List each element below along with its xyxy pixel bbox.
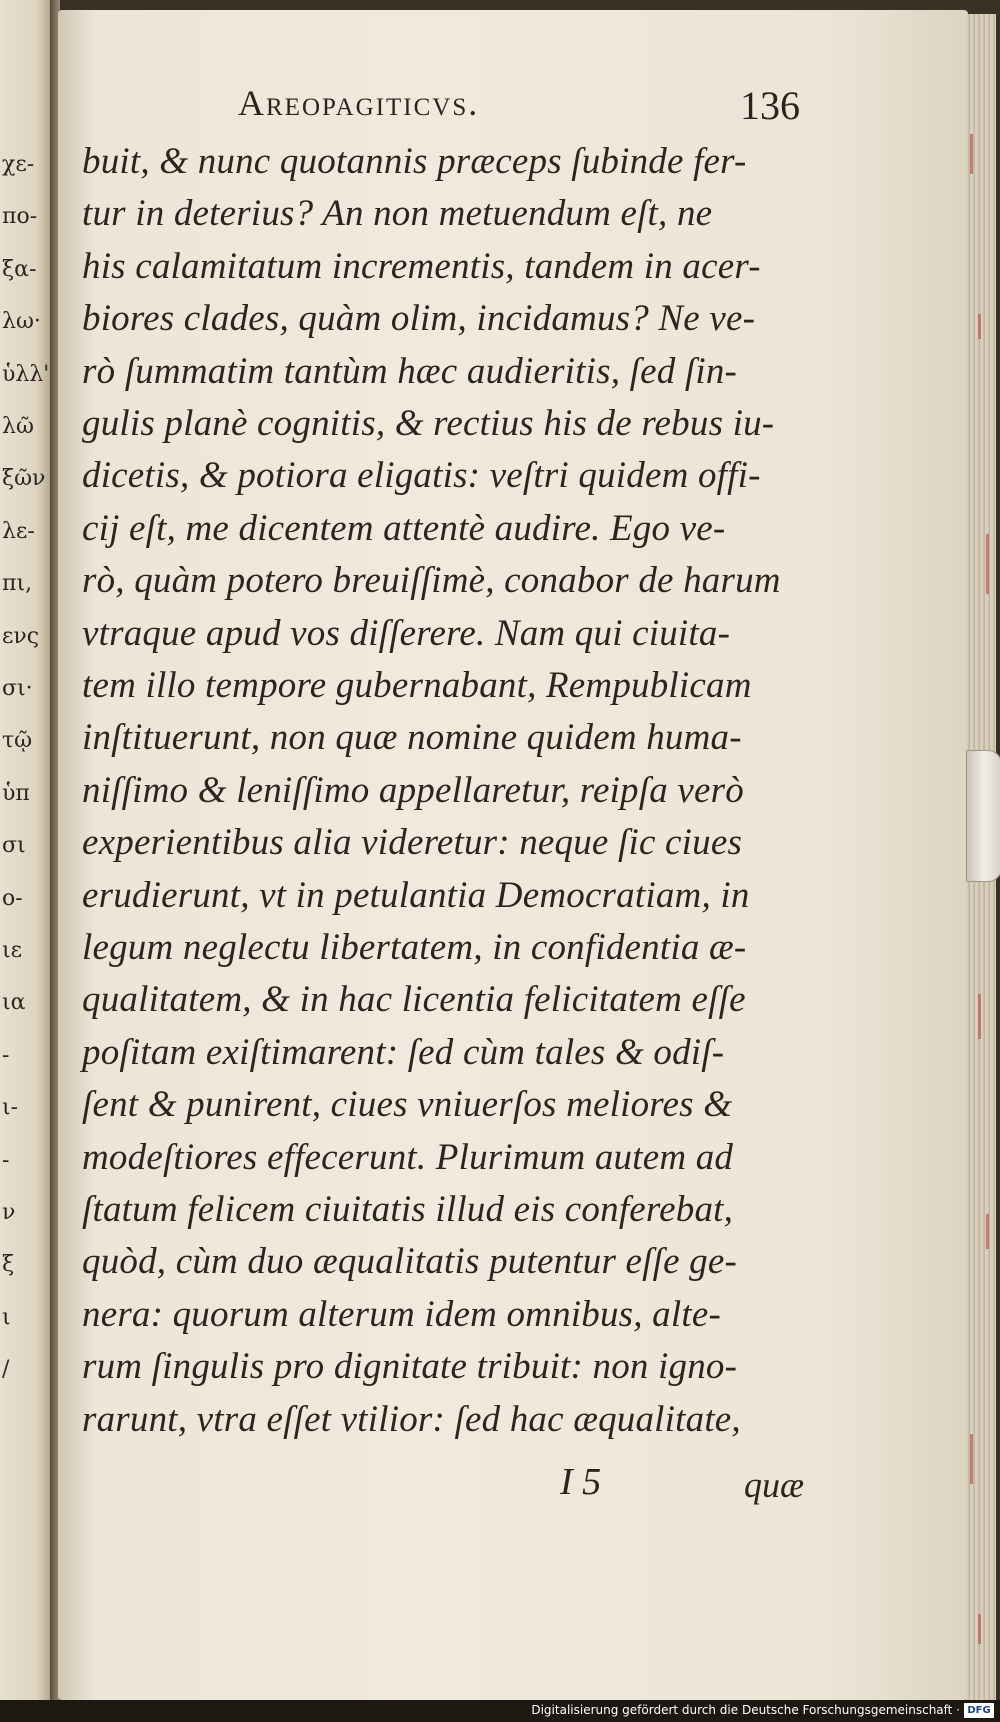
edge-stain xyxy=(970,1434,973,1484)
text-line: cij eſt, me dicentem attentè audire. Ego ve- xyxy=(82,507,726,549)
footer-credit: Digitalisierung gefördert durch die Deutsche Forschungsgemeinschaft · xyxy=(531,1703,960,1717)
text-line: nera: quorum alterum idem omnibus, alte- xyxy=(82,1293,721,1335)
facing-page-fragment: ξ xyxy=(2,1252,15,1278)
footer-bar xyxy=(0,1700,1000,1722)
facing-page-fragment: πο- xyxy=(2,204,38,230)
facing-page-edge xyxy=(0,0,52,1700)
facing-page-fragment: ὑλλ' xyxy=(2,361,50,387)
facing-page-fragment: σι· xyxy=(2,676,33,701)
facing-page-fragment: ξα- xyxy=(2,256,37,282)
text-line: niſſimo & leniſſimo appellaretur, reipſa verò xyxy=(82,769,744,811)
facing-page-fragment: ι xyxy=(2,1304,11,1330)
text-line: dicetis, & potiora eligatis: veſtri quidem offi- xyxy=(82,455,761,497)
text-line: rarunt, vtra eſſet vtilior: ſed hac æqualitate, xyxy=(82,1398,741,1440)
facing-page-fragment: ο- xyxy=(2,885,23,911)
facing-page-fragment: λε- xyxy=(2,518,35,544)
text-line: experientibus alia videretur: neque ſic ciues xyxy=(82,822,743,864)
signature-mark: I 5 xyxy=(560,1461,602,1503)
edge-stain xyxy=(978,314,981,339)
text-line: gulis planè cognitis, & rectius his de rebus iu- xyxy=(82,403,775,444)
catchword: quæ xyxy=(744,1465,805,1505)
edge-stain xyxy=(986,1214,989,1249)
text-line: rò, quàm potero breuiſſimè, conabor de harum xyxy=(82,560,781,602)
facing-page-fragment: σι xyxy=(2,833,26,859)
text-line: legum neglectu libertatem, in confidentia æ- xyxy=(82,927,747,968)
facing-page-fragment: - xyxy=(2,1042,10,1068)
facing-page-fragment: ενς xyxy=(2,623,40,649)
bookmark-tab xyxy=(966,750,1000,882)
edge-stain xyxy=(978,994,981,1039)
facing-page-fragment: τῷ xyxy=(2,728,33,754)
text-line: buit, & nunc quotannis præceps ſubinde fer- xyxy=(82,141,747,182)
facing-page-fragment: ν xyxy=(2,1200,16,1225)
facing-page-fragment: λω· xyxy=(2,309,41,335)
text-line: erudierunt, vt in petulantia Democratiam, in xyxy=(82,874,750,916)
facing-page-fragment: ιε xyxy=(2,938,23,963)
text-line: poſitam exiſtimarent: ſed cùm tales & odiſ- xyxy=(82,1031,725,1073)
facing-page-fragment: ια xyxy=(2,990,26,1016)
text-line: tem illo tempore gubernabant, Rempublicam xyxy=(82,665,752,706)
facing-page-fragment: - xyxy=(2,1147,10,1173)
facing-page-fragment: / xyxy=(2,1357,10,1383)
facing-page-fragment: χε- xyxy=(2,152,35,177)
facing-page-fragment: λῶ xyxy=(2,414,34,439)
text-line: his calamitatum incrementis, tandem in acer- xyxy=(82,245,761,287)
text-line: inſtituerunt, non quæ nomine quidem huma- xyxy=(82,717,742,759)
facing-page-fragment: ξῶν xyxy=(2,466,46,492)
edge-stain xyxy=(970,134,973,174)
page-number: 136 xyxy=(740,83,800,128)
text-line: rum ſingulis pro dignitate tribuit: non igno- xyxy=(82,1346,738,1388)
text-line: tur in deterius? An non metuendum eſt, ne xyxy=(82,193,713,235)
dfg-logo: DFG xyxy=(964,1703,994,1718)
text-line: modeſtiores effecerunt. Plurimum autem ad xyxy=(82,1136,734,1178)
facing-page-fragment: ὑπ xyxy=(2,780,30,806)
edge-stain xyxy=(978,1614,981,1644)
text-line: ſtatum felicem ciuitatis illud eis conferebat, xyxy=(82,1189,734,1230)
facing-page-fragment: πι, xyxy=(2,571,33,597)
running-head: Areopagiticvs. xyxy=(238,83,480,123)
text-line: vtraque apud vos diſſerere. Nam qui ciuita- xyxy=(82,612,731,654)
text-line: biores clades, quàm olim, incidamus? Ne ve- xyxy=(82,298,756,340)
text-line: qualitatem, & in hac licentia felicitatem eſſe xyxy=(82,979,746,1021)
facing-page-fragment: ι- xyxy=(2,1095,19,1121)
text-line: quòd, cùm duo æqualitatis putentur eſſe ge- xyxy=(82,1241,737,1283)
edge-stain xyxy=(986,534,989,594)
text-line: rò ſummatim tantùm hæc audieritis, ſed ſin- xyxy=(82,350,738,392)
text-line: ſent & punirent, ciues vniuerſos meliores & xyxy=(82,1084,733,1126)
